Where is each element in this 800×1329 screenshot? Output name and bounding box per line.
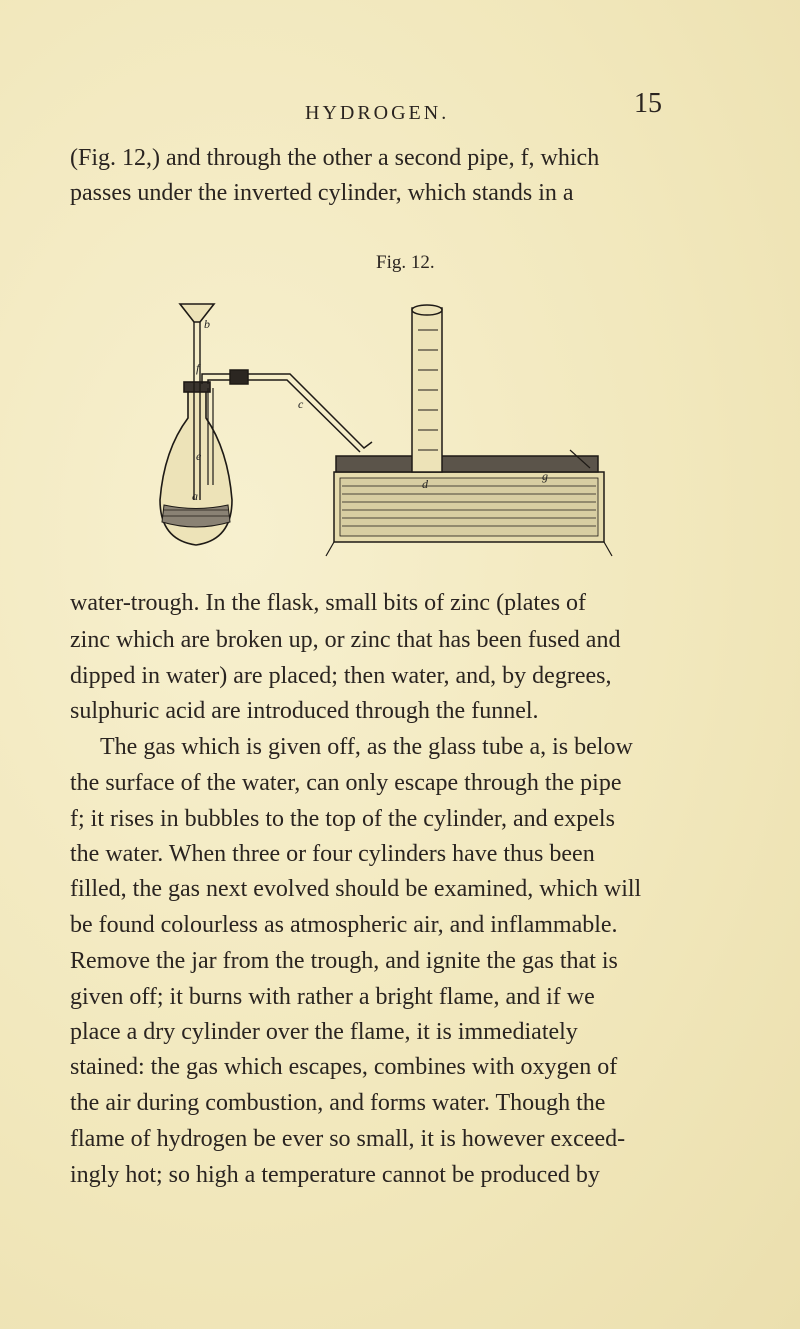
line-text: dipped in water) are placed; then water, and, by degrees, <box>70 663 612 689</box>
label-b: b <box>204 317 210 331</box>
label-g: g <box>542 469 548 483</box>
line-text: zinc which are broken up, or zinc that has been fused and <box>70 627 621 653</box>
line-text: given off; it burns with rather a bright flame, and if we <box>70 984 595 1010</box>
flask-illustration <box>160 304 232 545</box>
line-text: Remove the jar from the trough, and ignite the gas that is <box>70 948 618 974</box>
line-text: filled, the gas next evolved should be examined, which will <box>70 876 642 902</box>
line-text: the water. When three or four cylinders have thus been <box>70 841 595 867</box>
line-text: flame of hydrogen be ever so small, it is however exceed- <box>70 1126 626 1152</box>
delivery-pipe <box>202 370 372 452</box>
line-text: be found colourless as atmospheric air, and inflammable. <box>70 912 618 938</box>
label-f: f <box>196 361 200 375</box>
label-d: d <box>422 477 428 491</box>
line-text: water-trough. In the flask, small bits of zinc (plates of <box>70 590 587 616</box>
figure-12-apparatus <box>150 300 640 560</box>
line-text: ingly hot; so high a temperature cannot be produced by <box>70 1162 600 1188</box>
figure-caption: Fig. 12. <box>376 252 435 273</box>
water-trough-illustration <box>326 305 612 556</box>
label-c: c <box>298 397 304 411</box>
line-text: (Fig. 12,) and through the other a second pipe, f, which <box>70 145 600 171</box>
page-number: 15 <box>634 88 662 119</box>
line-text: the surface of the water, can only escape through the pipe <box>70 770 622 796</box>
line-text: the air during combustion, and forms water. Though the <box>70 1090 606 1116</box>
running-header: HYDROGEN. <box>305 102 450 124</box>
line-text: stained: the gas which escapes, combines with oxygen of <box>70 1054 618 1080</box>
label-a: a <box>192 489 198 503</box>
line-text: passes under the inverted cylinder, which stands in a <box>70 180 574 206</box>
label-e: e <box>196 449 202 463</box>
line-text: The gas which is given off, as the glass tube a, is below <box>100 734 633 760</box>
line-text: place a dry cylinder over the flame, it is immediately <box>70 1019 578 1045</box>
line-text: sulphuric acid are introduced through the funnel. <box>70 698 539 724</box>
line-text: f; it rises in bubbles to the top of the cylinder, and expels <box>70 806 615 832</box>
